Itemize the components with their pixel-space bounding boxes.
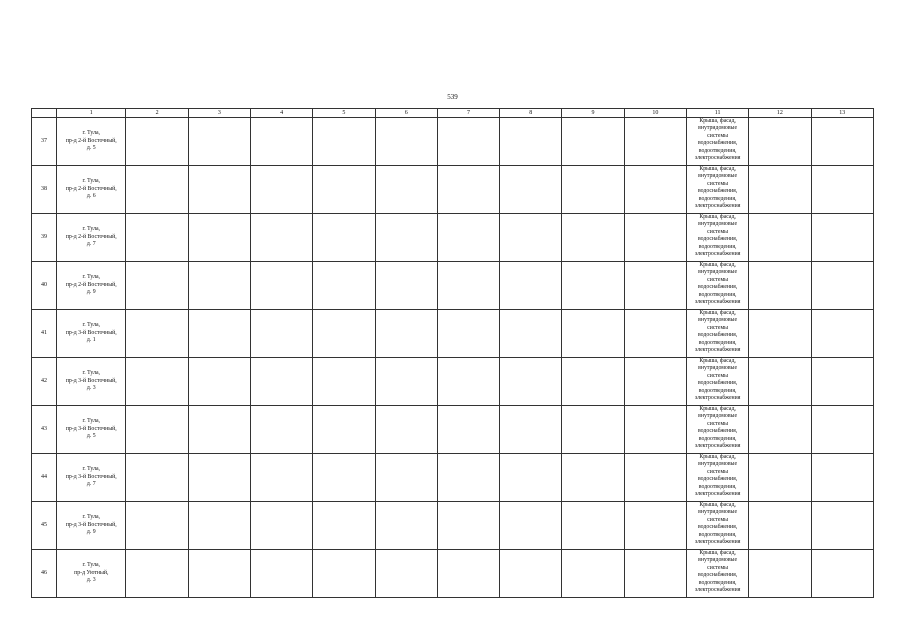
- empty-cell: [437, 454, 499, 502]
- empty-cell: [437, 262, 499, 310]
- works-line: внутридомовые: [698, 413, 738, 420]
- empty-cell: [375, 262, 437, 310]
- works-line: электроснабжения: [694, 251, 741, 258]
- works-line: водоотведения,: [698, 387, 737, 394]
- empty-cell: [500, 214, 562, 262]
- works-line: Крыша, фасад,: [699, 214, 736, 220]
- empty-cell: [749, 118, 811, 166]
- column-header: 3: [188, 109, 250, 118]
- address-cell: [57, 406, 126, 454]
- works-line: Крыша, фасад,: [699, 358, 736, 364]
- works-line: электроснабжения: [694, 491, 741, 498]
- address-line: г. Тула,: [82, 274, 100, 281]
- empty-cell: [437, 214, 499, 262]
- empty-cell: [500, 310, 562, 358]
- row-number-cell: 42: [32, 358, 57, 406]
- empty-cell: [437, 310, 499, 358]
- works-line: системы: [707, 468, 729, 475]
- empty-cell: [251, 454, 313, 502]
- works-line: водоснабжения,: [697, 236, 738, 243]
- works-line: водоотведения,: [698, 579, 737, 586]
- works-line: электроснабжения: [694, 299, 741, 306]
- column-header: 7: [437, 109, 499, 118]
- empty-cell: [375, 166, 437, 214]
- empty-cell: [811, 358, 873, 406]
- address-line: г. Тула,: [82, 226, 100, 233]
- works-line: водоотведения,: [698, 483, 737, 490]
- empty-cell: [624, 550, 686, 598]
- works-line: водоснабжения,: [697, 188, 738, 195]
- empty-cell: [313, 262, 375, 310]
- table-row: [32, 406, 874, 454]
- address-line: г. Тула,: [82, 178, 100, 185]
- works-line: Крыша, фасад,: [699, 166, 736, 172]
- empty-cell: [500, 118, 562, 166]
- empty-cell: [251, 214, 313, 262]
- works-line: Крыша, фасад,: [699, 310, 736, 316]
- empty-cell: [437, 118, 499, 166]
- address-cell: [57, 358, 126, 406]
- works-cell: [686, 310, 748, 358]
- empty-cell: [313, 310, 375, 358]
- address-cell: [57, 502, 126, 550]
- address-line: д. 3: [86, 385, 96, 392]
- empty-cell: [313, 550, 375, 598]
- empty-cell: [811, 166, 873, 214]
- works-line: водоснабжения,: [697, 572, 738, 579]
- column-header: 5: [313, 109, 375, 118]
- empty-cell: [251, 262, 313, 310]
- empty-cell: [749, 214, 811, 262]
- empty-cell: [313, 454, 375, 502]
- empty-cell: [624, 166, 686, 214]
- empty-cell: [126, 550, 188, 598]
- address-cell: [57, 166, 126, 214]
- empty-cell: [500, 550, 562, 598]
- empty-cell: [437, 358, 499, 406]
- column-header: 4: [251, 109, 313, 118]
- empty-cell: [749, 454, 811, 502]
- row-number-cell: 44: [32, 454, 57, 502]
- empty-cell: [624, 310, 686, 358]
- address-cell: [57, 454, 126, 502]
- table-row: [32, 262, 874, 310]
- works-cell: [686, 550, 748, 598]
- empty-cell: [811, 454, 873, 502]
- empty-cell: [188, 310, 250, 358]
- empty-cell: [749, 406, 811, 454]
- table-row: [32, 550, 874, 598]
- empty-cell: [437, 406, 499, 454]
- empty-cell: [562, 358, 624, 406]
- works-line: водоотведения,: [698, 531, 737, 538]
- empty-cell: [624, 454, 686, 502]
- address-line: г. Тула,: [82, 130, 100, 137]
- empty-cell: [251, 118, 313, 166]
- empty-cell: [500, 262, 562, 310]
- address-line: пр-д 3-й Восточный,: [65, 521, 117, 528]
- empty-cell: [375, 406, 437, 454]
- address-line: д. 5: [86, 145, 96, 152]
- empty-cell: [313, 502, 375, 550]
- column-header: 8: [500, 109, 562, 118]
- column-header: 13: [811, 109, 873, 118]
- works-cell: [686, 214, 748, 262]
- empty-cell: [437, 550, 499, 598]
- works-line: водоснабжения,: [697, 332, 738, 339]
- empty-cell: [188, 214, 250, 262]
- works-line: водоснабжения,: [697, 284, 738, 291]
- works-cell: [686, 166, 748, 214]
- table-row: [32, 118, 874, 166]
- empty-cell: [811, 262, 873, 310]
- table-row: [32, 358, 874, 406]
- address-line: пр-д 3-й Восточный,: [65, 473, 117, 480]
- empty-cell: [624, 406, 686, 454]
- empty-cell: [749, 310, 811, 358]
- works-line: водоотведения,: [698, 195, 737, 202]
- empty-cell: [126, 358, 188, 406]
- table-row: [32, 502, 874, 550]
- address-line: пр-д 2-й Восточный,: [65, 185, 117, 192]
- works-line: электроснабжения: [694, 395, 741, 402]
- table-header-row: [32, 109, 874, 118]
- works-line: водоотведения,: [698, 291, 737, 298]
- empty-cell: [500, 358, 562, 406]
- empty-cell: [313, 118, 375, 166]
- address-cell: [57, 262, 126, 310]
- empty-cell: [313, 214, 375, 262]
- empty-cell: [624, 118, 686, 166]
- empty-cell: [251, 358, 313, 406]
- column-header: 6: [375, 109, 437, 118]
- empty-cell: [126, 454, 188, 502]
- empty-cell: [375, 550, 437, 598]
- address-line: пр-д 3-й Восточный,: [65, 377, 117, 384]
- empty-cell: [811, 214, 873, 262]
- works-line: Крыша, фасад,: [699, 118, 736, 124]
- address-cell: [57, 118, 126, 166]
- empty-cell: [251, 166, 313, 214]
- empty-cell: [126, 118, 188, 166]
- works-line: Крыша, фасад,: [699, 454, 736, 460]
- empty-cell: [126, 214, 188, 262]
- address-line: д. 6: [86, 193, 96, 200]
- address-line: г. Тула,: [82, 370, 100, 377]
- works-cell: [686, 454, 748, 502]
- empty-cell: [188, 358, 250, 406]
- empty-cell: [313, 406, 375, 454]
- empty-cell: [749, 262, 811, 310]
- works-line: электроснабжения: [694, 587, 741, 594]
- empty-cell: [562, 214, 624, 262]
- works-line: внутридомовые: [698, 125, 738, 132]
- works-line: системы: [707, 516, 729, 523]
- address-line: г. Тула,: [82, 322, 100, 329]
- works-cell: [686, 262, 748, 310]
- column-header: 2: [126, 109, 188, 118]
- empty-cell: [562, 118, 624, 166]
- empty-cell: [624, 502, 686, 550]
- empty-cell: [188, 118, 250, 166]
- column-header: 12: [749, 109, 811, 118]
- empty-cell: [500, 406, 562, 454]
- works-line: внутридомовые: [698, 317, 738, 324]
- row-number-cell: 38: [32, 166, 57, 214]
- address-line: пр-д 3-й Восточный,: [65, 425, 117, 432]
- empty-cell: [624, 262, 686, 310]
- address-cell: [57, 550, 126, 598]
- address-line: г. Тула,: [82, 466, 100, 473]
- works-line: водоснабжения,: [697, 428, 738, 435]
- empty-cell: [749, 358, 811, 406]
- empty-cell: [562, 454, 624, 502]
- empty-cell: [375, 118, 437, 166]
- works-line: электроснабжения: [694, 347, 741, 354]
- table-row: [32, 310, 874, 358]
- empty-cell: [811, 118, 873, 166]
- empty-cell: [562, 166, 624, 214]
- empty-cell: [188, 550, 250, 598]
- column-header: 1: [57, 109, 126, 118]
- empty-cell: [126, 502, 188, 550]
- works-line: системы: [707, 564, 729, 571]
- row-number-cell: 39: [32, 214, 57, 262]
- address-cell: [57, 214, 126, 262]
- works-line: внутридомовые: [698, 173, 738, 180]
- table-row: [32, 166, 874, 214]
- works-line: электроснабжения: [694, 203, 741, 210]
- works-line: системы: [707, 276, 729, 283]
- works-line: внутридомовые: [698, 221, 738, 228]
- address-line: д. 7: [86, 241, 96, 248]
- works-line: внутридомовые: [698, 269, 738, 276]
- empty-cell: [188, 406, 250, 454]
- row-number-cell: 45: [32, 502, 57, 550]
- works-line: водоотведения,: [698, 339, 737, 346]
- works-cell: [686, 118, 748, 166]
- empty-cell: [188, 502, 250, 550]
- address-line: пр-д Уютный,: [74, 569, 109, 576]
- works-line: водоснабжения,: [697, 140, 738, 147]
- empty-cell: [188, 262, 250, 310]
- address-line: д. 7: [86, 481, 96, 488]
- works-line: системы: [707, 420, 729, 427]
- works-line: внутридомовые: [698, 557, 738, 564]
- address-line: г. Тула,: [82, 514, 100, 521]
- table-row: [32, 454, 874, 502]
- row-number-cell: 40: [32, 262, 57, 310]
- empty-cell: [811, 406, 873, 454]
- address-line: д. 1: [86, 337, 96, 344]
- works-line: системы: [707, 180, 729, 187]
- row-number-cell: 41: [32, 310, 57, 358]
- empty-cell: [313, 166, 375, 214]
- works-line: системы: [707, 132, 729, 139]
- table-body: [32, 118, 874, 598]
- address-line: д. 9: [86, 529, 96, 536]
- empty-cell: [562, 502, 624, 550]
- table-row: [32, 214, 874, 262]
- works-line: системы: [707, 228, 729, 235]
- empty-cell: [811, 550, 873, 598]
- empty-cell: [749, 502, 811, 550]
- empty-cell: [188, 454, 250, 502]
- row-number-cell: 37: [32, 118, 57, 166]
- empty-cell: [811, 310, 873, 358]
- empty-cell: [437, 502, 499, 550]
- works-cell: [686, 358, 748, 406]
- empty-cell: [749, 166, 811, 214]
- works-line: водоснабжения,: [697, 380, 738, 387]
- address-line: пр-д 2-й Восточный,: [65, 281, 117, 288]
- empty-cell: [313, 358, 375, 406]
- empty-cell: [562, 262, 624, 310]
- address-line: пр-д 3-й Восточный,: [65, 329, 117, 336]
- empty-cell: [375, 502, 437, 550]
- works-line: водоснабжения,: [697, 476, 738, 483]
- column-header: 9: [562, 109, 624, 118]
- empty-cell: [624, 358, 686, 406]
- works-cell: [686, 406, 748, 454]
- empty-cell: [251, 310, 313, 358]
- works-line: Крыша, фасад,: [699, 406, 736, 412]
- empty-cell: [251, 502, 313, 550]
- empty-cell: [251, 406, 313, 454]
- works-line: водоотведения,: [698, 243, 737, 250]
- works-line: Крыша, фасад,: [699, 550, 736, 556]
- empty-cell: [500, 502, 562, 550]
- empty-cell: [126, 166, 188, 214]
- address-line: г. Тула,: [82, 418, 100, 425]
- empty-cell: [562, 310, 624, 358]
- works-line: внутридомовые: [698, 461, 738, 468]
- works-line: водоотведения,: [698, 147, 737, 154]
- address-line: пр-д 2-й Восточный,: [65, 233, 117, 240]
- works-line: электроснабжения: [694, 155, 741, 162]
- empty-cell: [188, 166, 250, 214]
- works-line: водоснабжения,: [697, 524, 738, 531]
- empty-cell: [562, 406, 624, 454]
- row-number-cell: 46: [32, 550, 57, 598]
- works-line: системы: [707, 324, 729, 331]
- works-line: Крыша, фасад,: [699, 262, 736, 268]
- empty-cell: [375, 454, 437, 502]
- empty-cell: [126, 262, 188, 310]
- works-table: [31, 108, 874, 598]
- works-line: водоотведения,: [698, 435, 737, 442]
- empty-cell: [562, 550, 624, 598]
- column-header: 11: [686, 109, 748, 118]
- works-line: внутридомовые: [698, 509, 738, 516]
- page-number: 539: [447, 93, 458, 101]
- empty-cell: [500, 166, 562, 214]
- empty-cell: [749, 550, 811, 598]
- empty-cell: [126, 406, 188, 454]
- works-line: внутридомовые: [698, 365, 738, 372]
- column-header: [32, 109, 57, 118]
- empty-cell: [251, 550, 313, 598]
- works-line: системы: [707, 372, 729, 379]
- row-number-cell: 43: [32, 406, 57, 454]
- works-line: электроснабжения: [694, 443, 741, 450]
- empty-cell: [126, 310, 188, 358]
- works-cell: [686, 502, 748, 550]
- empty-cell: [811, 502, 873, 550]
- empty-cell: [375, 214, 437, 262]
- address-line: пр-д 2-й Восточный,: [65, 137, 117, 144]
- works-line: Крыша, фасад,: [699, 502, 736, 508]
- works-line: электроснабжения: [694, 539, 741, 546]
- address-line: д. 9: [86, 289, 96, 296]
- column-header: 10: [624, 109, 686, 118]
- address-cell: [57, 310, 126, 358]
- empty-cell: [500, 454, 562, 502]
- address-line: д. 3: [86, 577, 96, 584]
- empty-cell: [624, 214, 686, 262]
- empty-cell: [375, 358, 437, 406]
- address-line: д. 5: [86, 433, 96, 440]
- empty-cell: [437, 166, 499, 214]
- empty-cell: [375, 310, 437, 358]
- address-line: г. Тула,: [82, 562, 100, 569]
